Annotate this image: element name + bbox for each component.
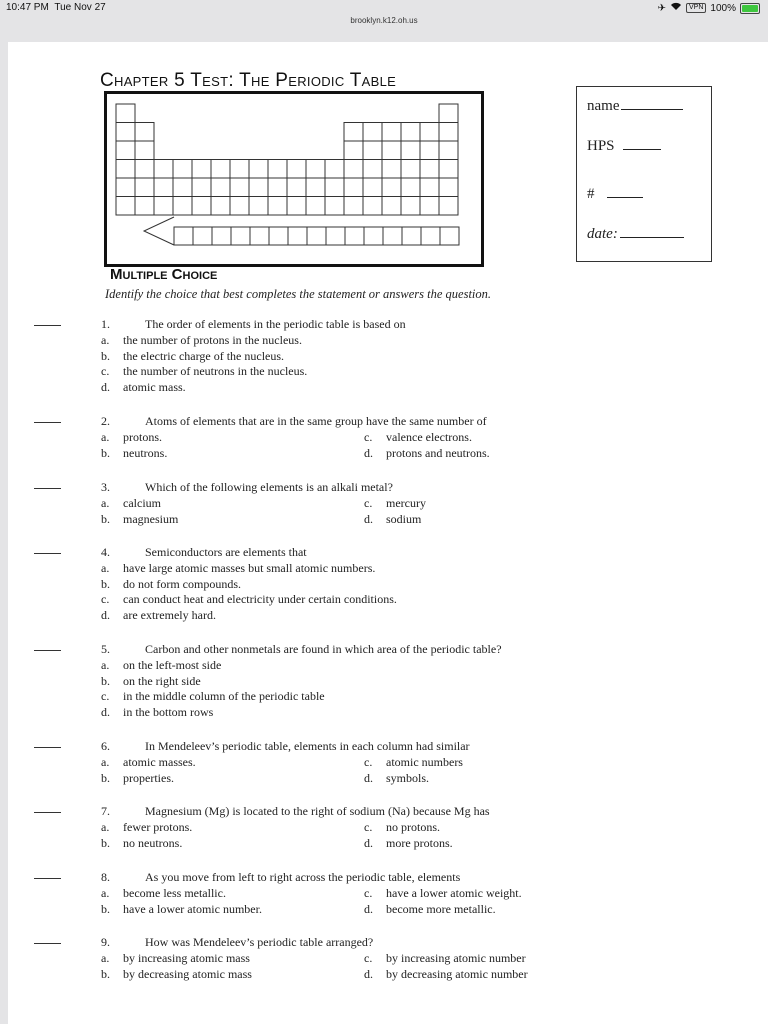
battery-percent: 100% [710,2,736,14]
element-cell [211,178,230,197]
element-cell [325,197,344,216]
option-letter: d. [364,967,373,981]
option-letter: c. [364,951,373,965]
element-cell [383,227,402,245]
answer-blank[interactable] [34,747,61,748]
option-text: neutrons. [123,446,168,460]
option-text: are extremely hard. [123,607,216,622]
option-letter: c. [364,820,373,834]
option-letter: c. [101,592,110,606]
question-stem: The order of elements in the periodic table is based on [145,317,406,331]
option-letter: b. [101,771,110,785]
option-letter: a. [101,658,110,672]
option-letter: c. [101,689,110,703]
option-letter: d. [101,704,110,719]
number-field[interactable] [587,183,643,203]
option-text: protons. [123,430,162,444]
element-cell [363,141,382,160]
date-label: date: [587,226,618,242]
element-cell [306,160,325,179]
option-letter: d. [364,446,373,460]
element-cell [326,227,345,245]
question-number: 8. [101,870,110,884]
element-cell [287,197,306,216]
option-letter: d. [364,902,373,916]
option-letter: a. [101,820,110,834]
element-cell [439,178,458,197]
element-cell [230,178,249,197]
element-cell [268,178,287,197]
lanthanide-pointer [144,217,174,245]
option-letter: d. [364,836,373,850]
question-number: 3. [101,480,110,494]
element-cell [439,197,458,216]
option-text: by increasing atomic number [386,951,526,965]
element-cell [401,178,420,197]
periodic-table-illustration [104,91,484,267]
element-cell [211,197,230,216]
option-letter: c. [364,430,373,444]
element-cell [135,160,154,179]
option-letter: a. [101,333,110,347]
option-text: atomic mass. [123,379,186,394]
element-cell [420,123,439,142]
question-number: 4. [101,545,110,559]
question-number: 9. [101,935,110,949]
element-cell [325,178,344,197]
option-text: by decreasing atomic number [386,967,528,981]
element-cell [116,197,135,216]
option-letter: d. [364,771,373,785]
element-cell [363,197,382,216]
option-text: mercury [386,496,426,510]
element-cell [249,178,268,197]
element-cell [154,160,173,179]
element-cell [249,197,268,216]
element-cell [116,160,135,179]
element-cell [364,227,383,245]
option-text: in the middle column of the periodic table [123,689,325,703]
question-number: 7. [101,804,110,818]
option-text: no neutrons. [123,836,183,850]
element-cell [116,123,135,142]
element-cell [268,160,287,179]
hps-field[interactable] [587,135,661,155]
element-cell [116,141,135,160]
option-letter: c. [364,496,373,510]
element-cell [421,227,440,245]
element-cell [401,123,420,142]
element-cell [440,227,459,245]
question-stem: In Mendeleev’s periodic table, elements in each column had similar [145,739,470,753]
element-cell [250,227,269,245]
question-number: 2. [101,414,110,428]
element-cell [363,178,382,197]
option-text: do not form compounds. [123,576,241,591]
element-cell [382,197,401,216]
option-text: have a lower atomic weight. [386,886,522,900]
date-field[interactable] [587,223,684,243]
element-cell [420,160,439,179]
option-text: the electric charge of the nucleus. [123,348,285,363]
number-label: # [587,186,595,202]
name-field[interactable] [587,95,683,115]
element-cell [230,160,249,179]
address-bar[interactable]: brooklyn.k12.oh.us [350,16,418,25]
element-cell [116,178,135,197]
option-letter: b. [101,446,110,460]
option-letter: b. [101,967,110,981]
element-cell [420,178,439,197]
element-cell [344,123,363,142]
element-cell [306,197,325,216]
element-cell [401,141,420,160]
element-cell [268,197,287,216]
element-cell [230,197,249,216]
option-letter: a. [101,755,110,769]
question-stem: Magnesium (Mg) is located to the right of sodium (Na) because Mg has [145,804,490,818]
question-stem: Semiconductors are elements that [145,545,307,559]
option-letter: b. [101,673,110,688]
question-stem: Atoms of elements that are in the same group have the same number of [145,414,487,428]
element-cell [344,178,363,197]
option-text: by decreasing atomic mass [123,967,252,981]
option-text: the number of neutrons in the nucleus. [123,364,308,378]
element-cell [344,160,363,179]
question-number: 6. [101,739,110,753]
element-cell [382,178,401,197]
option-text: protons and neutrons. [386,446,490,460]
element-cell [231,227,250,245]
element-cell [288,227,307,245]
element-cell [307,227,326,245]
option-text: more protons. [386,836,453,850]
answer-blank[interactable] [34,422,61,423]
element-cell [154,178,173,197]
element-cell [269,227,288,245]
element-cell [306,178,325,197]
option-letter: c. [101,364,110,378]
element-cell [401,197,420,216]
element-cell [420,197,439,216]
option-text: calcium [123,496,161,510]
question-number: 5. [101,642,110,656]
element-cell [192,197,211,216]
element-cell [116,104,135,123]
question-stem: As you move from left to right across the periodic table, elements [145,870,461,884]
element-cell [382,160,401,179]
answer-blank[interactable] [34,553,61,554]
option-text: on the left-most side [123,658,222,672]
option-letter: a. [101,430,110,444]
question-number: 1. [101,317,110,331]
option-text: in the bottom rows [123,704,214,719]
option-letter: b. [101,512,110,526]
element-cell [439,104,458,123]
element-cell [363,123,382,142]
option-letter: b. [101,576,110,591]
option-text: properties. [123,771,174,785]
element-cell [345,227,364,245]
answer-blank[interactable] [34,325,61,326]
answer-blank[interactable] [34,878,61,879]
option-text: symbols. [386,771,430,785]
answer-blank[interactable] [34,488,61,489]
element-cell [401,160,420,179]
element-cell [439,160,458,179]
option-text: on the right side [123,673,201,688]
hps-label: HPS [587,138,615,154]
element-cell [212,227,231,245]
answer-blank[interactable] [34,812,61,813]
element-cell [382,123,401,142]
option-letter: d. [101,607,110,622]
answer-blank[interactable] [34,650,61,651]
element-cell [192,178,211,197]
question-stem: Which of the following elements is an alkali metal? [145,480,393,494]
option-text: become less metallic. [123,886,226,900]
page-title: Chapter 5 Test: The Periodic Table [100,70,397,91]
element-cell [382,141,401,160]
element-cell [439,123,458,142]
element-cell [135,178,154,197]
option-letter: a. [101,496,110,510]
section-instructions: Identify the choice that best completes the statement or answers the question. [105,287,492,301]
element-cell [287,178,306,197]
question-stem: How was Mendeleev’s periodic table arranged? [145,935,374,949]
element-cell [173,197,192,216]
element-cell [344,197,363,216]
option-letter: b. [101,348,110,363]
clock-time: 10:47 PM [6,2,49,13]
option-text: sodium [386,512,422,526]
option-text: can conduct heat and electricity under certain conditions. [123,592,397,606]
option-letter: b. [101,902,110,916]
element-cell [135,123,154,142]
element-cell [439,141,458,160]
element-cell [193,227,212,245]
element-cell [135,197,154,216]
element-cell [174,227,193,245]
element-cell [287,160,306,179]
clock-date: Tue Nov 27 [54,2,106,13]
vpn-badge: VPN [686,3,706,13]
element-cell [192,160,211,179]
answer-blank[interactable] [34,943,61,944]
element-cell [211,160,230,179]
option-text: by increasing atomic mass [123,951,250,965]
option-letter: a. [101,886,110,900]
option-text: the number of protons in the nucleus. [123,333,302,347]
option-text: atomic numbers [386,755,463,769]
option-letter: b. [101,836,110,850]
option-letter: a. [101,951,110,965]
option-letter: c. [364,886,373,900]
element-cell [173,178,192,197]
section-title: Multiple Choice [110,266,218,283]
name-label: name [587,98,620,114]
option-text: valence electrons. [386,430,472,444]
option-text: have a lower atomic number. [123,902,262,916]
element-cell [173,160,192,179]
element-cell [344,141,363,160]
option-text: fewer protons. [123,820,193,834]
option-text: have large atomic masses but small atomic numbers. [123,561,376,575]
option-text: atomic masses. [123,755,196,769]
student-info-box [576,86,712,262]
element-cell [325,160,344,179]
element-cell [402,227,421,245]
question-stem: Carbon and other nonmetals are found in which area of the periodic table? [145,642,502,656]
option-text: no protons. [386,820,440,834]
element-cell [420,141,439,160]
element-cell [249,160,268,179]
element-cell [363,160,382,179]
airplane-icon: ✈ [657,2,667,14]
element-cell [135,141,154,160]
option-letter: d. [101,379,110,394]
option-letter: c. [364,755,373,769]
element-cell [154,197,173,216]
option-letter: a. [101,561,110,575]
option-letter: d. [364,512,373,526]
option-text: become more metallic. [386,902,496,916]
option-text: magnesium [123,512,179,526]
